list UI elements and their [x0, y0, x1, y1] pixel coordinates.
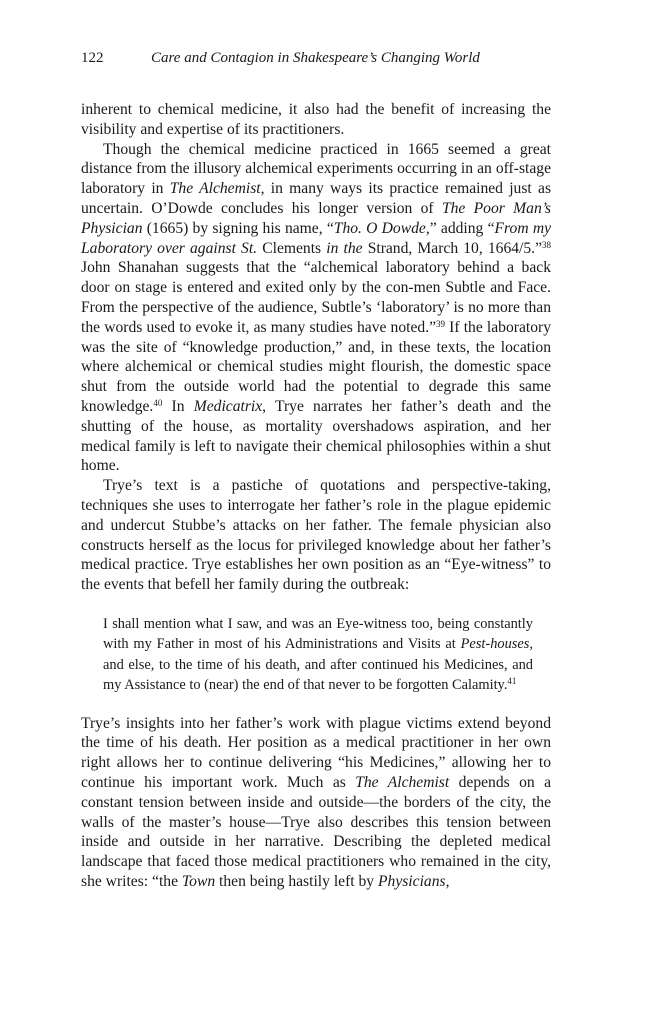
- text-run: If the laboratory was the site of “knowledge production,” and, in these texts, the location where alchemical or chemical studies might flourish, the domestic space shut from the outside world had the potential to degrade this same knowledge.: [81, 318, 551, 415]
- text-run: I shall mention what I saw, and was an Eye-witness too, being constantly with my Father in most of his Administrations and Visits at: [103, 615, 533, 653]
- paragraph-1: [81, 100, 551, 140]
- paragraph-3: [81, 476, 551, 595]
- running-head-title: Care and Contagion in Shakespeare’s Changing World: [151, 50, 480, 66]
- italic-term: Pest-houses: [460, 636, 530, 653]
- italic-term: Physicians: [378, 872, 446, 890]
- italic-title: Medicatrix: [193, 397, 263, 415]
- text-run: Clements: [257, 239, 327, 257]
- text-run: , Trye narrates her father’s death and the shutting of the house, as mortality overshadows aspiration, and her medical family is left to navigate their chemical philosophies within a shut home.: [81, 397, 551, 475]
- text-run: then being hastily left by: [215, 872, 378, 890]
- text-run: Trye’s text is a pastiche of quotations and perspective-taking, techniques she uses to interrogate her father’s role in the plague epidemic and undercut Stubbe’s attacks on her father. The female physician also constructs herself as the locus for privileged knowledge about her father’s medical practice. Trye establishes her own position as an “Eye-witness” to the events that befell her family during the outbreak:: [81, 477, 551, 594]
- footnote-ref: 41: [507, 676, 517, 687]
- footnote-ref: 38: [542, 239, 551, 250]
- text-run: ,” adding “: [425, 219, 495, 237]
- text-run: Though the chemical medicine practiced in 1665 seemed a great distance from the illusory alchemical experiments occurring in an off-stage laboratory in: [81, 140, 551, 198]
- text-run: , in many ways its practice remained just as uncertain. O’Dowde concludes his longer version of: [81, 180, 552, 217]
- body-text: [81, 100, 551, 892]
- italic-title: The Alchemist: [355, 773, 450, 791]
- italic-quote: From my Laboratory over against St.: [81, 219, 552, 257]
- text-run: inherent to chemical medicine, it also had the benefit of increasing the visibility and expertise of its practitioners.: [81, 101, 551, 138]
- italic-quote: in the: [326, 239, 363, 257]
- block-quote: [103, 614, 533, 696]
- italic-title: The Alchemist: [169, 180, 261, 198]
- footnote-ref: 39: [436, 318, 446, 329]
- page-number: 122: [81, 50, 104, 66]
- text-run: In: [162, 397, 194, 415]
- italic-term: Town: [181, 872, 216, 890]
- text-run: Strand, March 10, 1664/5.”: [362, 239, 542, 257]
- text-run: John Shanahan suggests that the “alchemical laboratory behind a back door on stage is entered and exited only by the con-men Subtle and Face. From the perspective of the audience, Subtle’s ‘laboratory’ is no more than the words used to evoke it, as many studies have noted.”: [81, 259, 551, 336]
- italic-name: Tho. O Dowde: [333, 219, 426, 237]
- text-run: (1665) by signing his name, “: [142, 219, 334, 237]
- paragraph-2: [81, 140, 551, 477]
- italic-title: The Poor Man’s Physician: [81, 199, 551, 237]
- text-run: depends on a constant tension between inside and outside—the borders of the city, the walls of the master’s house—Trye also describes this tension between inside and outside in her narrative. Describing the depleted medical landscape that faced those medical practitioners who remained in the city, she writes: “the: [81, 773, 551, 890]
- footnote-ref: 40: [153, 397, 163, 408]
- text-run: ,: [445, 872, 450, 890]
- text-run: , and else, to the time of his death, and after continued his Medicines, and my Assistance to (near) the end of that never to be forgotten Calamity.: [103, 636, 533, 694]
- running-header: [81, 50, 551, 74]
- paragraph-4: [81, 714, 551, 892]
- text-run: Trye’s insights into her father’s work with plague victims extend beyond the time of his death. Her position as a medical practitioner in her own right allows her to continue delivering “his Medicines,” allowing her to continue his important work. Much as: [81, 714, 551, 791]
